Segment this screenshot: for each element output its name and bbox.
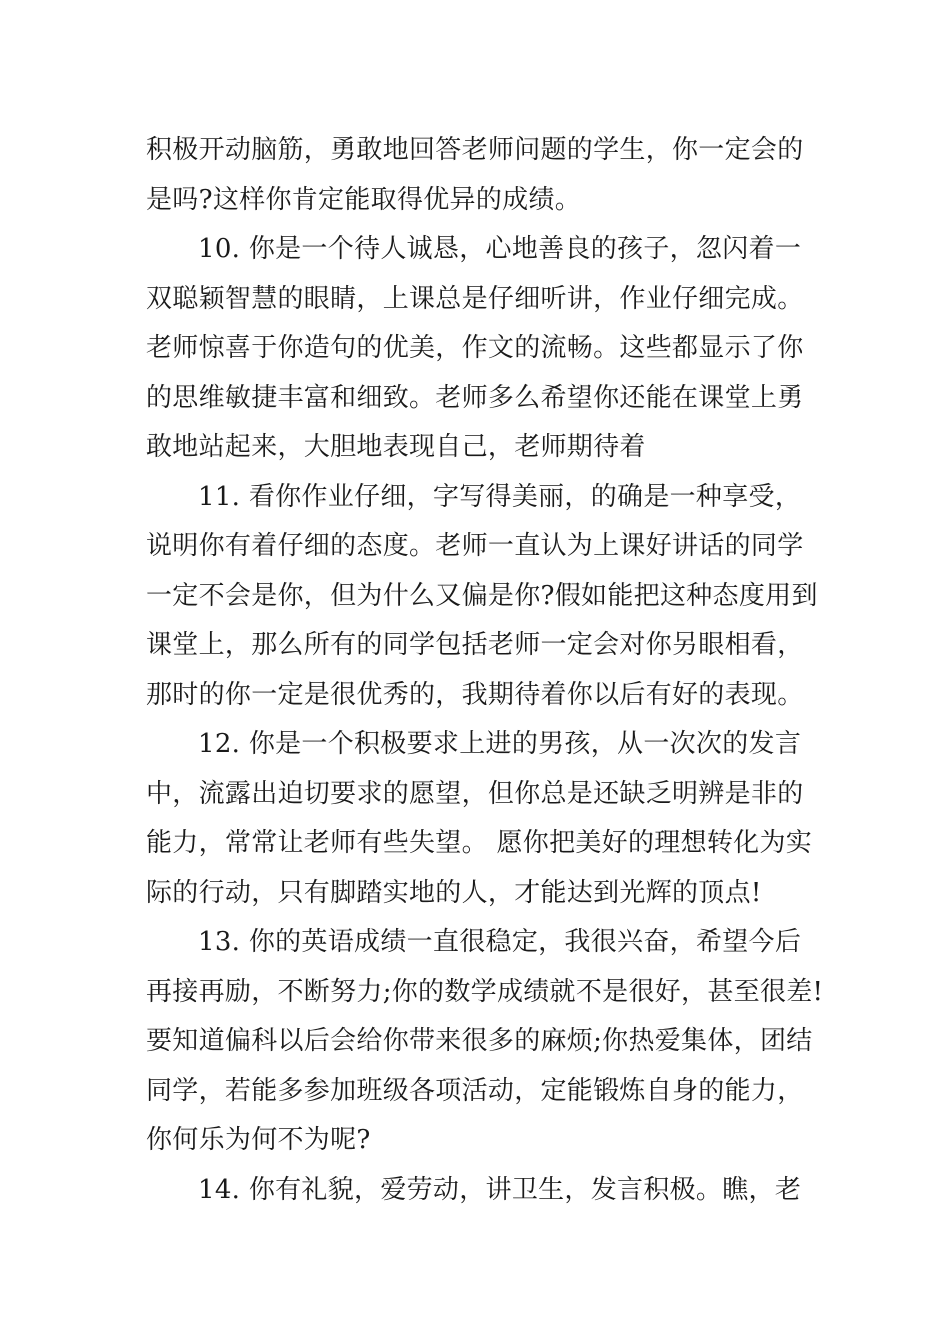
text-line: 中，流露出迫切要求的愿望，但你总是还缺乏明辨是非的	[146, 778, 804, 809]
text-line: 14. 你有礼貌，爱劳动，讲卫生，发言积极。瞧，老	[198, 1174, 802, 1205]
paragraph-14	[146, 1166, 816, 1216]
text-line: 双聪颖智慧的眼睛，上课总是仔细听讲，作业仔细完成。	[146, 283, 804, 314]
paragraph-continuation	[146, 126, 816, 225]
text-line: 那时的你一定是很优秀的，我期待着你以后有好的表现。	[146, 679, 804, 710]
text-line: 再接再励，不断努力;你的数学成绩就不是很好，甚至很差!	[146, 976, 824, 1007]
text-line: 13. 你的英语成绩一直很稳定，我很兴奋，希望今后	[198, 927, 802, 957]
paragraph-13	[146, 918, 824, 1166]
text-line: 的思维敏捷丰富和细致。老师多么希望你还能在课堂上勇	[146, 382, 804, 413]
text-line: 说明你有着仔细的态度。老师一直认为上课好讲话的同学	[146, 531, 804, 561]
text-line: 老师惊喜于你造句的优美，作文的流畅。这些都显示了你	[146, 333, 804, 363]
text-line: 际的行动，只有脚踏实地的人，才能达到光辉的顶点!	[146, 877, 762, 908]
text-line: 要知道偏科以后会给你带来很多的麻烦;你热爱集体，团结	[146, 1026, 813, 1056]
document-body	[146, 126, 824, 1215]
text-line: 11. 看你作业仔细，字写得美丽，的确是一种享受，	[198, 481, 802, 512]
text-line: 是吗?这样你肯定能取得优异的成绩。	[146, 184, 582, 215]
paragraph-11	[146, 473, 816, 721]
text-line: 敢地站起来，大胆地表现自己，老师期待着	[146, 432, 646, 462]
text-line: 同学，若能多参加班级各项活动，定能锻炼自身的能力，	[146, 1075, 804, 1106]
text-line: 10. 你是一个待人诚恳，心地善良的孩子，忽闪着一	[198, 234, 802, 264]
paragraph-10	[146, 225, 816, 473]
paragraph-12	[146, 720, 816, 918]
text-line: 一定不会是你，但为什么又偏是你?假如能把这种态度用到	[146, 580, 818, 611]
text-line: 能力，常常让老师有些失望。 愿你把美好的理想转化为实	[146, 828, 813, 858]
text-line: 课堂上，那么所有的同学包括老师一定会对你另眼相看，	[146, 630, 804, 660]
text-line: 积极开动脑筋，勇敢地回答老师问题的学生，你一定会的	[146, 135, 804, 165]
text-line: 你何乐为何不为呢?	[146, 1125, 371, 1155]
text-line: 12. 你是一个积极要求上进的男孩，从一次次的发言	[198, 729, 802, 759]
